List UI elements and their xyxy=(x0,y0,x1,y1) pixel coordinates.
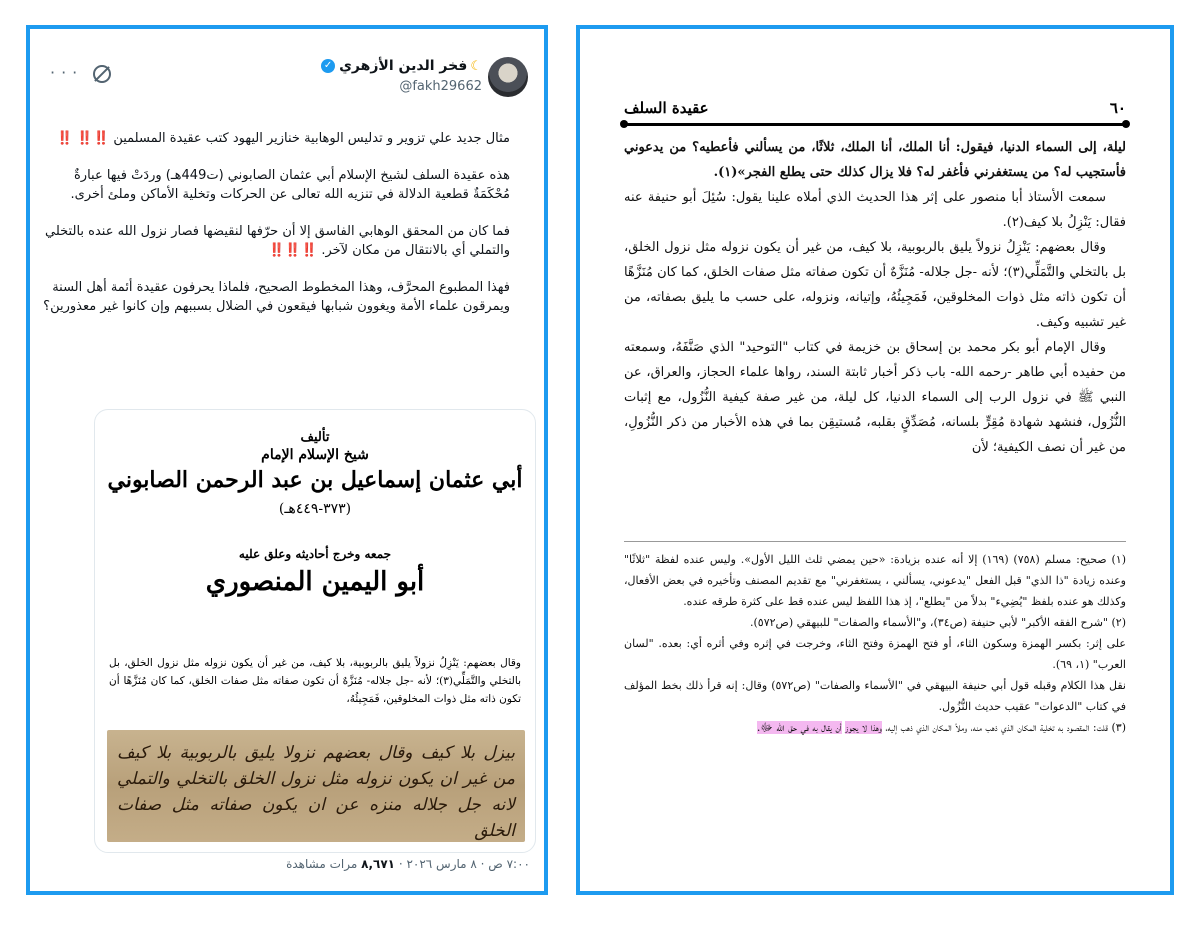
running-title: عقيدة السلف xyxy=(624,99,709,117)
views-label: مرات مشاهدة xyxy=(286,857,358,871)
tweet-paragraph: فما كان من المحقق الوهابي الفاسق إلا أن حرّفها لنقيضها فصار نزول الله عنده بالتخلي والتملي أي بالانتقال من مكان لآخر. ‼️‼️‼️ xyxy=(45,224,510,258)
tweet-actions xyxy=(50,63,111,83)
grok-icon[interactable] xyxy=(93,65,111,83)
moon-icon: ☾ xyxy=(470,59,482,74)
main-text xyxy=(624,135,1126,460)
footnote: (١) صحيح: مسلم (٧٥٨) (١٦٩) إلا أنه عنده بزيادة: «حين يمضي ثلث الليل الأول». وليس عنده لفظة "ثلاثًا" وعنده زيادة "ذا الذي" قبل الفعل "يدعوني، يسألني ، يستغفرني" مع تقديم المصنف وتأخيره في بعض الأفعال، وكذلك هو عنده بلفظ "يُضِيء" بدلاً من "يطلع"، إذ هذا اللفظ ليس عنده قط على كثرة طرقه عنده. xyxy=(624,553,1126,608)
tweet-timestamp[interactable]: ٧:٠٠ ص · ٨ مارس ٢٠٢٦ · xyxy=(398,857,530,871)
footnote-separator xyxy=(624,541,1126,542)
more-options-icon[interactable]: ··· xyxy=(50,63,84,82)
footnote: (٢) "شرح الفقه الأكبر" لأبي حنيفة (ص٣٤)، و"الأسماء والصفات" للبيهقي (ص٥٧٢). xyxy=(750,616,1126,629)
author-handle[interactable]: @fakh29662 xyxy=(399,79,482,94)
manuscript-excerpt: بيزل بلا كيف وقال بعضهم نزولا يليق بالربوبية بلا كيف من غير ان يكون نزوله مثل نزول الخلق بالتخلي والتملي لانه جل جلاله منزه عن ان يكون صفاته مثل صفات الخلق xyxy=(107,730,525,842)
avatar[interactable] xyxy=(488,57,528,97)
footnote: على إثر: بكسر الهمزة وسكون الثاء، أو فتح الهمزة وفتح الثاء، وخرجت في إثره وفي أثره أي: بعده. "لسان العرب" (١، ٦٩). xyxy=(624,637,1126,671)
double-exclamation-icon: ‼️‼️‼️ xyxy=(268,243,318,258)
cover-line: شيخ الإسلام الإمام xyxy=(261,447,369,463)
cover-line: تأليف xyxy=(300,430,330,445)
tweet-paragraph: فهذا المطبوع المحرَّف، وهذا المخطوط الصحيح، فلماذا يحرفون عقيدة أئمة أهل السنة ويمرقون علماء الأمة ويغوون شبابها فيقعون في الضلال بسببهم وإن كانوا غير معذورين؟ xyxy=(43,280,510,314)
cover-line: جمعه وخرج أحاديثه وعلق عليه xyxy=(238,547,392,561)
book-page-panel xyxy=(576,25,1174,895)
views-count: ٨,٦٧١ xyxy=(361,857,395,871)
hadith-text: ليلة، إلى السماء الدنيا، فيقول: أنا الملك، أنا الملك، ثلاثًا، من يسألني فأعطيه؟ من يدعوني فأستجيب له؟ من يستغفرني فأغفر له؟ فلا يزال كذلك حتى يطلع الفجر»(١). xyxy=(624,140,1126,180)
body-paragraph: وقال بعضهم: يَنْزِلُ نزولاً يليق بالربوبية، بلا كيف، من غير أن يكون نزوله مثل نزول الخلق، بل بالتخلي والتَّمَلِّي(٣)؛ لأنه -جل جلاله- مُنَزَّهٌ أن تكون صفاته مثل صفات الخلق، كما كان مُنَزَّهًا أن تكون ذاته مثل ذوات المخلوقين، فَمَجِيئُهُ، وإتيانه، ونزوله، على حسب ما يليق بصفاته، من غير تشبيه وكيف. xyxy=(624,240,1126,330)
printed-excerpt: وقال بعضهم: يَنْزِلُ نزولاً يليق بالربوبية، بلا كيف، من غير أن يكون نزوله مثل نزول الخلق، بل بالتخلي والتَّمَلِّي(٣)؛ لأنه -جل جلاله- مُنَزَّهٌ أن تكون صفاته مثل صفات الخلق، كما كان مُنَزَّهًا أن تكون ذاته مثل ذوات المخلوقين، فَمَجِيئُهُ، xyxy=(109,657,521,705)
footnote: (٣) قلت: المقصود به تخلية المكان الذي ذهب منه، وملأ المكان الذي ذهب إليه، وهذا لا يجوز أن يقال به في حق الله ﷻ. xyxy=(756,721,1126,734)
cover-author: أبي عثمان إسماعيل بن عبد الرحمن الصابوني xyxy=(107,467,523,493)
author-name[interactable]: فخر الدين الأزهري xyxy=(339,58,468,74)
footnotes xyxy=(624,549,1126,738)
tweet-image[interactable] xyxy=(94,409,536,853)
cover-editor: أبو اليمين المنصوري xyxy=(205,567,425,597)
double-exclamation-icon: ‼️ xyxy=(56,131,73,146)
body-paragraph: سمعت الأستاذ أبا منصور على إثر هذا الحديث الذي أملاه علينا يقول: سُئِلَ أبو حنيفة عنه فقال: يَنْزِلُ بلا كيف(٢). xyxy=(624,190,1126,230)
verified-badge-icon: ✓ xyxy=(321,59,335,73)
header-rule xyxy=(624,123,1126,126)
double-exclamation-icon: ‼️‼️ xyxy=(76,131,110,146)
tweet-header xyxy=(40,55,530,99)
body-paragraph: وقال الإمام أبو بكر محمد بن إسحاق بن خزيمة في كتاب "التوحيد" الذي صَنَّفَهُ، وسمعته من حفيده أبي طاهر -رحمه الله- باب ذكر أخبار ثابتة السند، رواها علماء الحجاز، والعراق، عن النبي ﷺ في نزول الرب إلى السماء الدنيا، كل ليلة، من غير صفة كيفية النُّزُول، مع إثبات النُّزُول، فنشهد شهادة مُقِرٍّ بلسانه، مُصَدِّقٍ بقلبه، مُستيقِن بما في هذه الأخبار من ذكر النُّزُولِ، من غير أن نصف الكيفية؛ لأن xyxy=(624,340,1126,455)
author-name-row[interactable] xyxy=(321,58,482,74)
cover-dates: (٣٧٣-٤٤٩هـ) xyxy=(278,501,352,517)
tweet-panel xyxy=(26,25,548,895)
highlighted-text: وهذا لا يجوز xyxy=(845,721,882,734)
highlighted-text: أن يقال به في حق الله ﷻ. xyxy=(756,721,842,734)
tweet-paragraph: مثال جديد علي تزوير و تدليس الوهابية خنازير اليهود كتب عقيدة المسلمين ‼️‼️ ‼️ xyxy=(56,131,510,146)
tweet-text xyxy=(42,129,510,334)
page-header xyxy=(624,99,1126,123)
page-number: ٦٠ xyxy=(1109,99,1126,117)
tweet-paragraph: هذه عقيدة السلف لشيخ الإسلام أبي عثمان الصابوني (ت449هـ) وردَتْ فيها عبارةٌ مُحْكَمَةٌ قطعية الدلالة في تنزيه الله تعالى عن الحركات وتخلية الأماكن وملئ أخرى. xyxy=(70,168,510,202)
footnote: نقل هذا الكلام وقبله قول أبي حنيفة البيهقي في "الأسماء والصفات" (ص٥٧٢) وقال: إنه قرأ ذلك بخط المؤلف في كتاب "الدعوات" عقيب حديث النُّزُول. xyxy=(624,679,1126,713)
tweet-meta xyxy=(286,857,530,871)
